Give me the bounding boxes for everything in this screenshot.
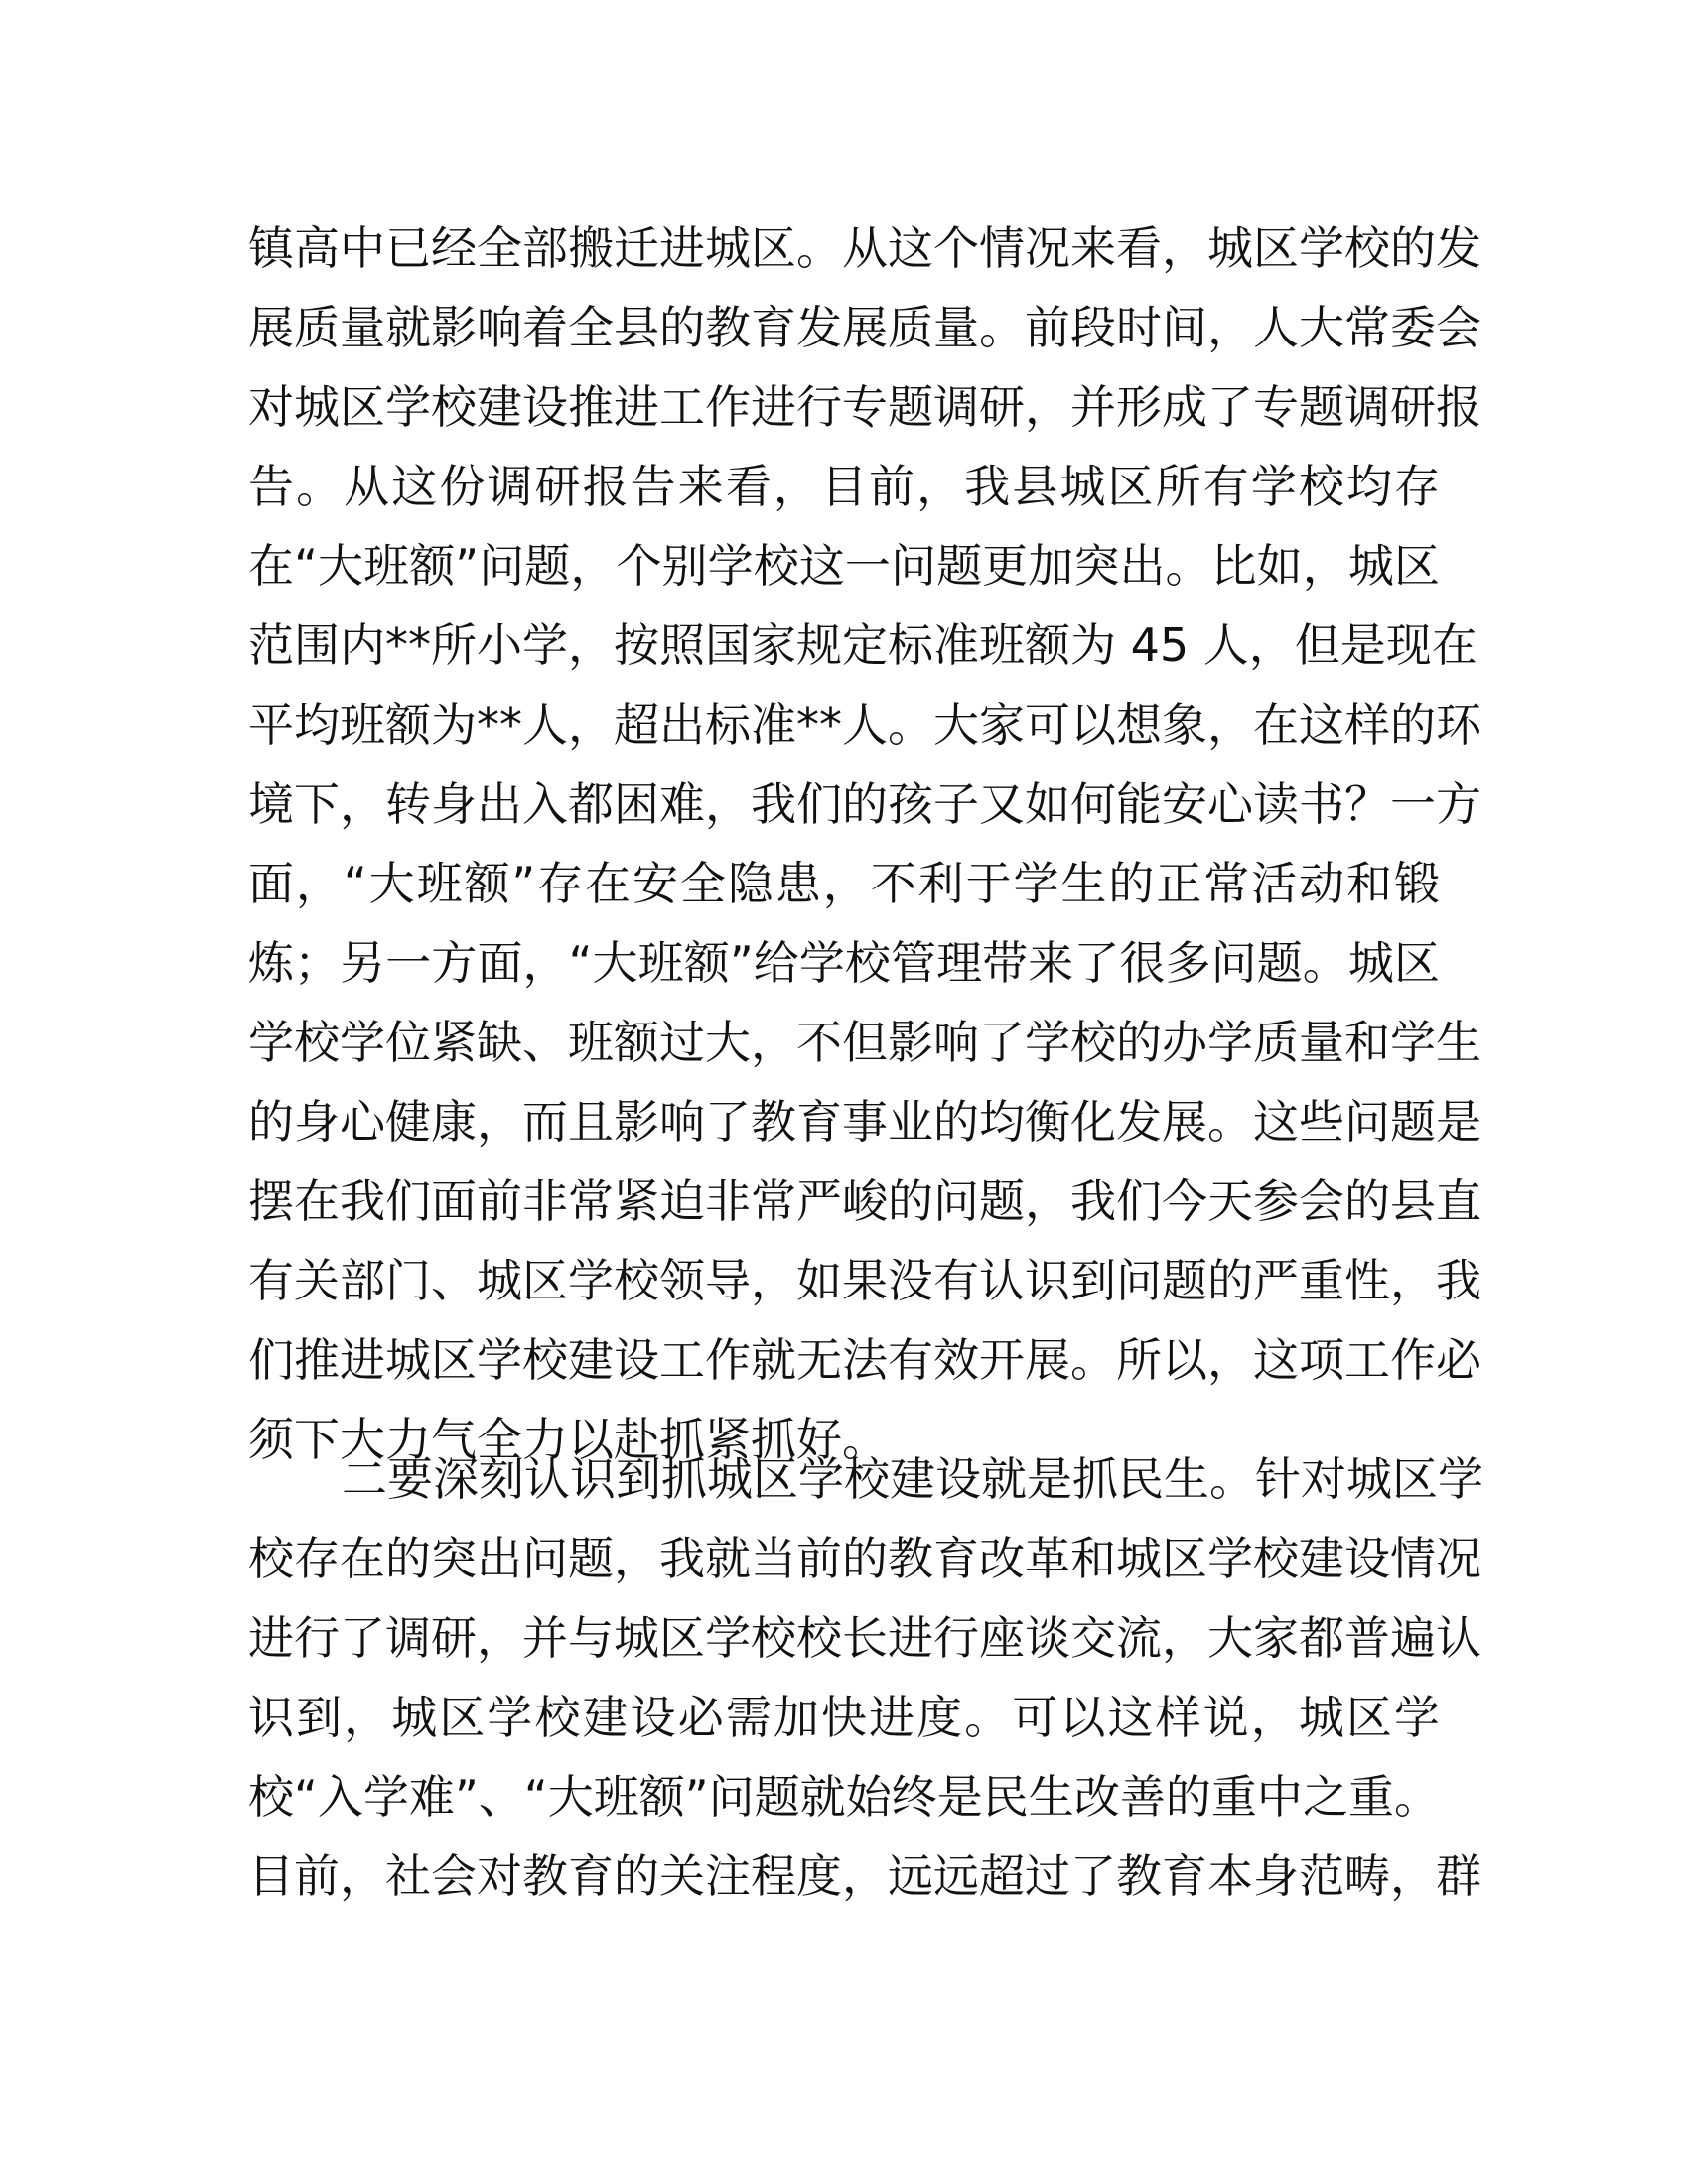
text-line: 范围内**所小学，按照国家规定标准班额为 45 人，但是现在: [248, 618, 1477, 672]
text-line: 对城区学校建设推进工作进行专题调研，并形成了专题调研报: [248, 380, 1481, 434]
text-line: 摆在我们面前非常紧迫非常严峻的问题，我们今天参会的县直: [248, 1174, 1481, 1228]
paragraph-1: [248, 208, 1481, 1479]
text-line: 校存在的突出问题，我就当前的教育改革和城区学校建设情况: [248, 1532, 1481, 1585]
text-line: 们推进城区学校建设工作就无法有效开展。所以，这项工作必: [248, 1333, 1481, 1387]
text-line: 展质量就影响着全县的教育发展质量。前段时间，人大常委会: [248, 301, 1481, 354]
text-line: 境下，转身出入都困难，我们的孩子又如何能安心读书？一方: [248, 777, 1481, 831]
text-line: 有关部门、城区学校领导，如果没有认识到问题的严重性，我: [248, 1254, 1481, 1307]
text-line: 告。从这份调研报告来看，目前，我县城区所有学校均存: [248, 460, 1440, 513]
text-line: 校“入学难”、“大班额”问题就始终是民生改善的重中之重。: [248, 1770, 1440, 1824]
paragraph-2: [248, 1439, 1483, 1916]
text-line: 目前，社会对教育的关注程度，远远超过了教育本身范畴，群: [248, 1849, 1481, 1903]
text-line: 在“大班额”问题，个别学校这一问题更加突出。比如，城区: [248, 539, 1440, 593]
text-line: 平均班额为**人，超出标准**人。大家可以想象，在这样的环: [248, 698, 1481, 751]
text-line: 进行了调研，并与城区学校校长进行座谈交流，大家都普遍认: [248, 1611, 1481, 1665]
text-line: 二要深刻认识到抓城区学校建设就是抓民生。针对城区学: [342, 1452, 1483, 1506]
text-line: 镇高中已经全部搬迁进城区。从这个情况来看，城区学校的发: [248, 221, 1481, 275]
text-line: 面，“大班额”存在安全隐患，不利于学生的正常活动和锻: [248, 857, 1440, 910]
text-line: 须下大力气全力以赴抓紧抓好。: [248, 1413, 888, 1466]
text-line: 识到，城区学校建设必需加快进度。可以这样说，城区学: [248, 1691, 1440, 1744]
text-line: 学校学位紧缺、班额过大，不但影响了学校的办学质量和学生: [248, 1016, 1481, 1069]
text-line: 炼；另一方面，“大班额”给学校管理带来了很多问题。城区: [248, 936, 1440, 990]
text-line: 的身心健康，而且影响了教育事业的均衡化发展。这些问题是: [248, 1095, 1481, 1149]
